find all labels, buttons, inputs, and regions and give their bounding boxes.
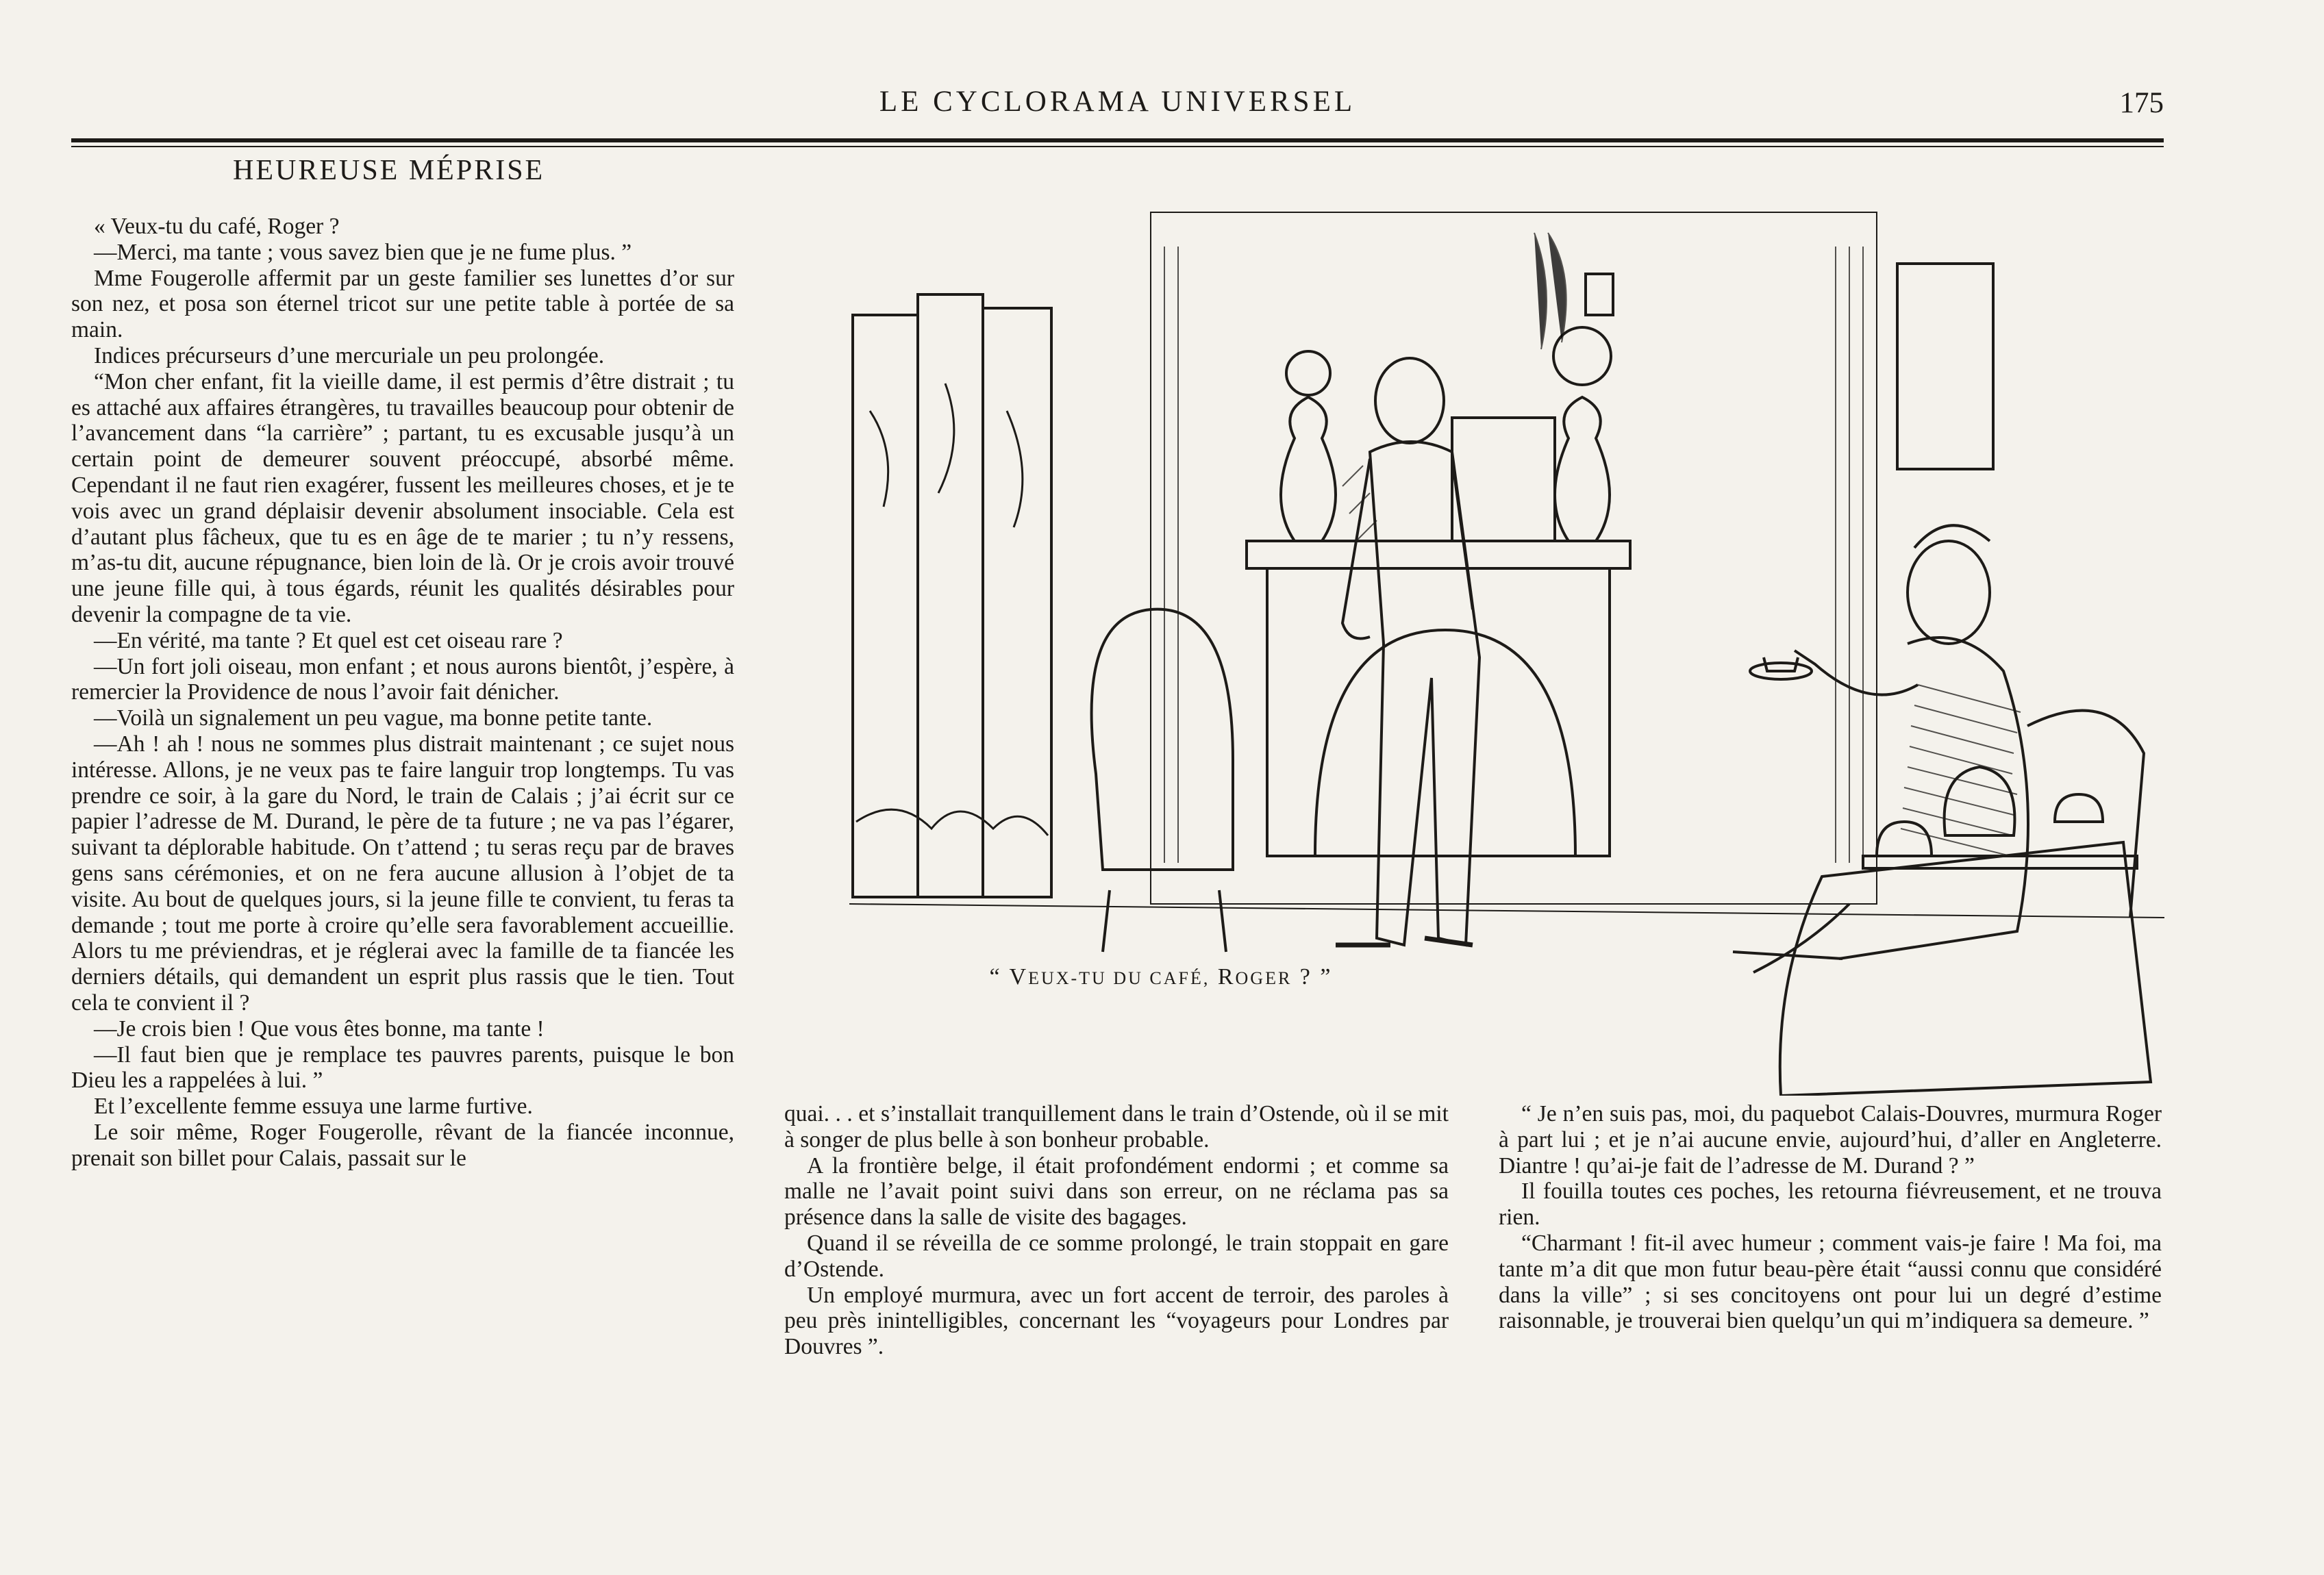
page-header — [71, 74, 2164, 129]
illustration-caption — [952, 964, 1370, 990]
text-column-2 — [784, 1101, 1449, 1360]
caption-veux: EUX-TU DU CAFÉ, — [1028, 968, 1210, 988]
page-number: 175 — [2119, 87, 2164, 119]
article-title: HEUREUSE MÉPRISE — [233, 155, 545, 186]
paragraph: Il fouilla toutes ces poches, les retourna fiévreusement, et ne trouva rien. — [1499, 1179, 2162, 1231]
caption-oger: OGER — [1235, 968, 1292, 988]
caption-open-quote: “ — [989, 964, 1010, 990]
text-column-1 — [71, 214, 734, 1171]
paragraph: A la frontière belge, il était profondément endormi ; et comme sa malle ne l’avait point suivi dans son erreur, on ne réclama pas sa présence dans la salle de visite des bagages. — [784, 1152, 1449, 1231]
paragraph: quai. . . et s’installait tranquillement dans le train d’Ostende, où il se mit à songer de plus belle à son bonheur probable. — [784, 1101, 1449, 1152]
paragraph: Un employé murmura, avec un fort accent de terroir, des paroles à peu près inintelligibles, concernant les “voyageurs pour Londres par Douvres ”. — [784, 1282, 1449, 1360]
paragraph: “Mon cher enfant, fit la vieille dame, il est permis d’être distrait ; tu es attaché aux affaires étrangères, tu travailles beaucoup pour obtenir de l’avancement dans “la carrière” ; partant, tu es excusable jusqu’à un certain point de demeurer souvent préoccupé, absorbé même. Cependant il ne faut rien exagérer, fussent les meilleures choses, et je te vois avec un grand déplaisir devenir absolument insociable. Cela est d’autant plus fâcheux, que tu es en âge de te marier ; tu n’y ressens, m’as-tu dit, aucune répugnance, bien loin de là. Or je crois avoir trouvé une jeune fille qui, à tous égards, réunit les qualités désirables pour devenir la compagne de ta vie. — [71, 368, 734, 627]
paragraph: —Merci, ma tante ; vous savez bien que je ne fume plus. ” — [94, 239, 632, 265]
paragraph: Quand il se réveilla de ce somme prolongé, le train stoppait en gare d’Ostende. — [784, 1230, 1449, 1282]
paragraph: —Je crois bien ! Que vous êtes bonne, ma tante ! — [94, 1016, 545, 1042]
running-title: LE CYCLORAMA UNIVERSEL — [879, 86, 1356, 118]
header-rule-thin — [71, 146, 2164, 147]
paragraph: —En vérité, ma tante ? Et quel est cet oiseau rare ? — [94, 627, 563, 653]
engraving-drawing — [849, 205, 2168, 1096]
paragraph: « Veux-tu du café, Roger ? — [94, 214, 340, 239]
paragraph: Indices précurseurs d’une mercuriale un peu prolongée. — [94, 342, 605, 368]
paragraph: —Ah ! ah ! nous ne sommes plus distrait maintenant ; ce sujet nous intéresse. Allons, je ne veux pas te faire languir trop longtemps. Tu vas prendre ce soir, à la gare du Nord, le train de Calais ; j’ai écrit sur ce papier l’adresse de M. Durand, le père de ta future ; ne va pas l’égarer, suivant ta déplorable habitude. On t’attend ; tu seras reçu par de braves gens sans cérémonies, et on ne fera aucune allusion à l’objet de ta visite. Au bout de quelques jours, si la jeune fille te convient, tu feras ta demande ; tout me porte à croire qu’elle sera favorablement accueillie. Alors tu me préviendras, et je réglerai avec la famille de ta fiancée les derniers détails, qui demandent un esprit plus rassis que le tien. Tout cela te convient il ? — [71, 731, 734, 1016]
paragraph: Et l’excellente femme essuya une larme furtive. — [94, 1094, 533, 1120]
paragraph: “Charmant ! fit-il avec humeur ; comment vais-je faire ! Ma foi, ma tante m’a dit que mon futur beau-père était “aussi connu que considéré dans la ville” ; si ses concitoyens ont pour lui un degré d’estime raisonnable, je trouverai bien quelqu’un qui m’indiquera sa demeure. ” — [1499, 1230, 2162, 1334]
caption-close: ? ” — [1292, 964, 1333, 990]
paragraph: —Voilà un signalement un peu vague, ma bonne petite tante. — [94, 705, 653, 731]
paragraph: Mme Fougerolle affermit par un geste familier ses lunettes d’or sur son nez, et posa son éternel tricot sur une petite table à portée de sa main. — [71, 265, 734, 343]
caption-v: V — [1009, 964, 1029, 990]
engraving-illustration — [849, 205, 2168, 1096]
header-rule-thick — [71, 138, 2164, 142]
paragraph: Le soir même, Roger Fougerolle, rêvant de la fiancée inconnue, prenait son billet pour Calais, passait sur le — [71, 1119, 734, 1171]
paragraph: “ Je n’en suis pas, moi, du paquebot Calais-Douvres, murmura Roger à part lui ; et je n’ai aucune envie, aujourd’hui, d’aller en Angleterre. Diantre ! qu’ai-je fait de l’adresse de M. Durand ? ” — [1499, 1101, 2162, 1179]
paragraph: —Il faut bien que je remplace tes pauvres parents, puisque le bon Dieu les a rappelées à lui. ” — [71, 1042, 734, 1094]
paragraph: —Un fort joli oiseau, mon enfant ; et nous aurons bientôt, j’espère, à remercier la Providence de nous l’avoir fait dénicher. — [71, 653, 734, 705]
text-column-3 — [1499, 1101, 2162, 1334]
caption-r: R — [1210, 964, 1236, 990]
